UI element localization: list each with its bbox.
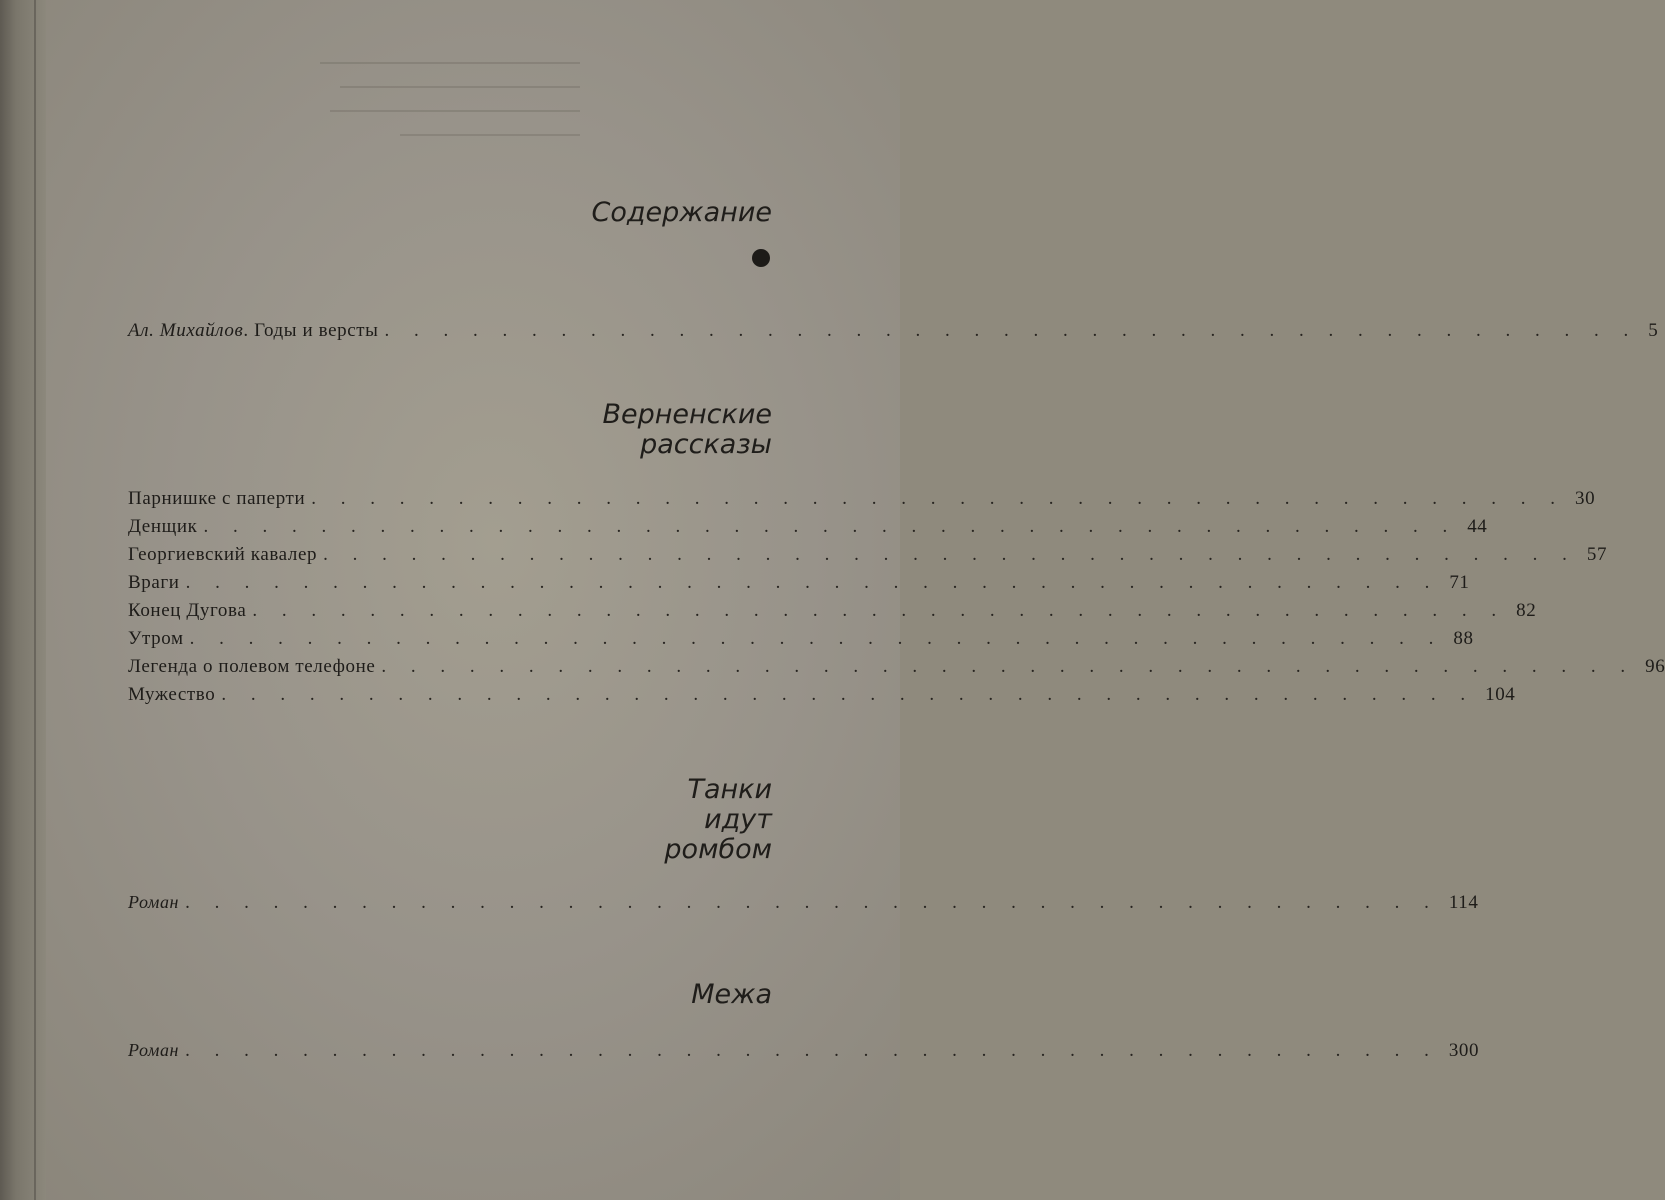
intro-title: Годы и версты bbox=[254, 320, 379, 341]
toc-entry-title: Утром bbox=[128, 628, 184, 649]
toc-entry-page: 57 bbox=[1586, 544, 1608, 565]
contents-heading-text: Содержание bbox=[591, 197, 772, 228]
toc-entry-page: 96 bbox=[1645, 656, 1665, 677]
toc-entry-title: Георгиевский кавалер bbox=[128, 544, 318, 565]
toc-entry[interactable] bbox=[128, 600, 1537, 628]
toc-entry-title: Враги bbox=[128, 572, 180, 593]
toc-entry-page: 88 bbox=[1453, 628, 1474, 649]
dot-leader: . . . . . . . . . . . . . . . . . . . . . . . . . . . . . . . . . . . . . . . . . . . bbox=[384, 320, 1639, 341]
toc-entry-page: 104 bbox=[1485, 684, 1516, 705]
toc-entry-page: 5 bbox=[1648, 320, 1659, 341]
dot-leader: . . . . . . . . . . . . . . . . . . . . . . . . . . . . . . . . . . . . . . . . . . . bbox=[311, 488, 1565, 509]
book-gutter bbox=[0, 0, 46, 1200]
section-heading-line: Танки bbox=[687, 774, 772, 805]
toc-entry[interactable] bbox=[128, 1040, 1480, 1068]
toc-entry-page: 82 bbox=[1516, 600, 1537, 621]
toc-entry[interactable] bbox=[128, 892, 1479, 920]
toc-entry[interactable] bbox=[128, 488, 1596, 516]
toc-entry[interactable] bbox=[128, 656, 1665, 684]
toc-entry-intro[interactable] bbox=[128, 320, 1659, 348]
dot-leader: . . . . . . . . . . . . . . . . . . . . . . . . . . . . . . . . . . . . . . . . . . . bbox=[185, 1040, 1439, 1061]
gutter-fold bbox=[34, 0, 36, 1200]
section-heading-verny-stories bbox=[602, 400, 772, 460]
toc-entry-title: Денщик bbox=[128, 516, 198, 537]
toc-entry-title: Конец Дугова bbox=[128, 600, 247, 621]
dot-leader: . . . . . . . . . . . . . . . . . . . . . . . . . . . . . . . . . . . . . . . . . . . bbox=[252, 600, 1507, 621]
section-heading-mezha bbox=[691, 980, 772, 1010]
toc-entry-page: 71 bbox=[1449, 572, 1470, 593]
section-heading-line: идут bbox=[704, 804, 772, 835]
section-heading-line: рассказы bbox=[640, 429, 772, 460]
toc-entry[interactable] bbox=[128, 544, 1608, 572]
toc-entry-title: Ал. Михайлов. Годы и версты bbox=[128, 320, 379, 341]
bullet-mark bbox=[752, 249, 770, 267]
bleed-through-text bbox=[300, 40, 580, 190]
toc-entry[interactable] bbox=[128, 684, 1516, 712]
dot-leader: . . . . . . . . . . . . . . . . . . . . . . . . . . . . . . . . . . . . . . . . . . . bbox=[203, 516, 1458, 537]
section-heading-line: ромбом bbox=[664, 834, 772, 865]
dot-leader: . . . . . . . . . . . . . . . . . . . . . . . . . . . . . . . . . . . . . . . . . . . bbox=[221, 684, 1476, 705]
section-heading-line: Межа bbox=[691, 979, 772, 1010]
section-heading-tanks bbox=[664, 775, 772, 865]
dot-leader: . . . . . . . . . . . . . . . . . . . . . . . . . . . . . . . . . . . . . . . . . . . bbox=[185, 892, 1439, 913]
toc-entry-title: Мужество bbox=[128, 684, 216, 705]
toc-entry-title: Легенда о полевом телефоне bbox=[128, 656, 376, 677]
dot-leader: . . . . . . . . . . . . . . . . . . . . . . . . . . . . . . . . . . . . . . . . . . . bbox=[381, 656, 1636, 677]
dot-leader: . . . . . . . . . . . . . . . . . . . . . . . . . . . . . . . . . . . . . . . . . . . bbox=[189, 628, 1444, 649]
contents-heading bbox=[592, 198, 772, 228]
toc-entry-title: Парнишке с паперти bbox=[128, 488, 306, 509]
toc-entry[interactable] bbox=[128, 572, 1470, 600]
dot-leader: . . . . . . . . . . . . . . . . . . . . . . . . . . . . . . . . . . . . . . . . . . . bbox=[185, 572, 1440, 593]
toc-entry-title: Роман bbox=[128, 892, 180, 912]
intro-author: Ал. Михайлов bbox=[128, 320, 244, 341]
toc-entry[interactable] bbox=[128, 516, 1488, 544]
toc-entry-page: 30 bbox=[1574, 488, 1596, 509]
toc-entry-page: 114 bbox=[1448, 892, 1479, 913]
section-heading-line: Верненские bbox=[602, 399, 772, 430]
toc-entry[interactable] bbox=[128, 628, 1474, 656]
toc-entry-page: 300 bbox=[1448, 1040, 1480, 1061]
dot-leader: . . . . . . . . . . . . . . . . . . . . . . . . . . . . . . . . . . . . . . . . . . . bbox=[323, 544, 1577, 565]
toc-entry-title: Роман bbox=[128, 1040, 180, 1060]
toc-entry-page: 44 bbox=[1467, 516, 1488, 537]
